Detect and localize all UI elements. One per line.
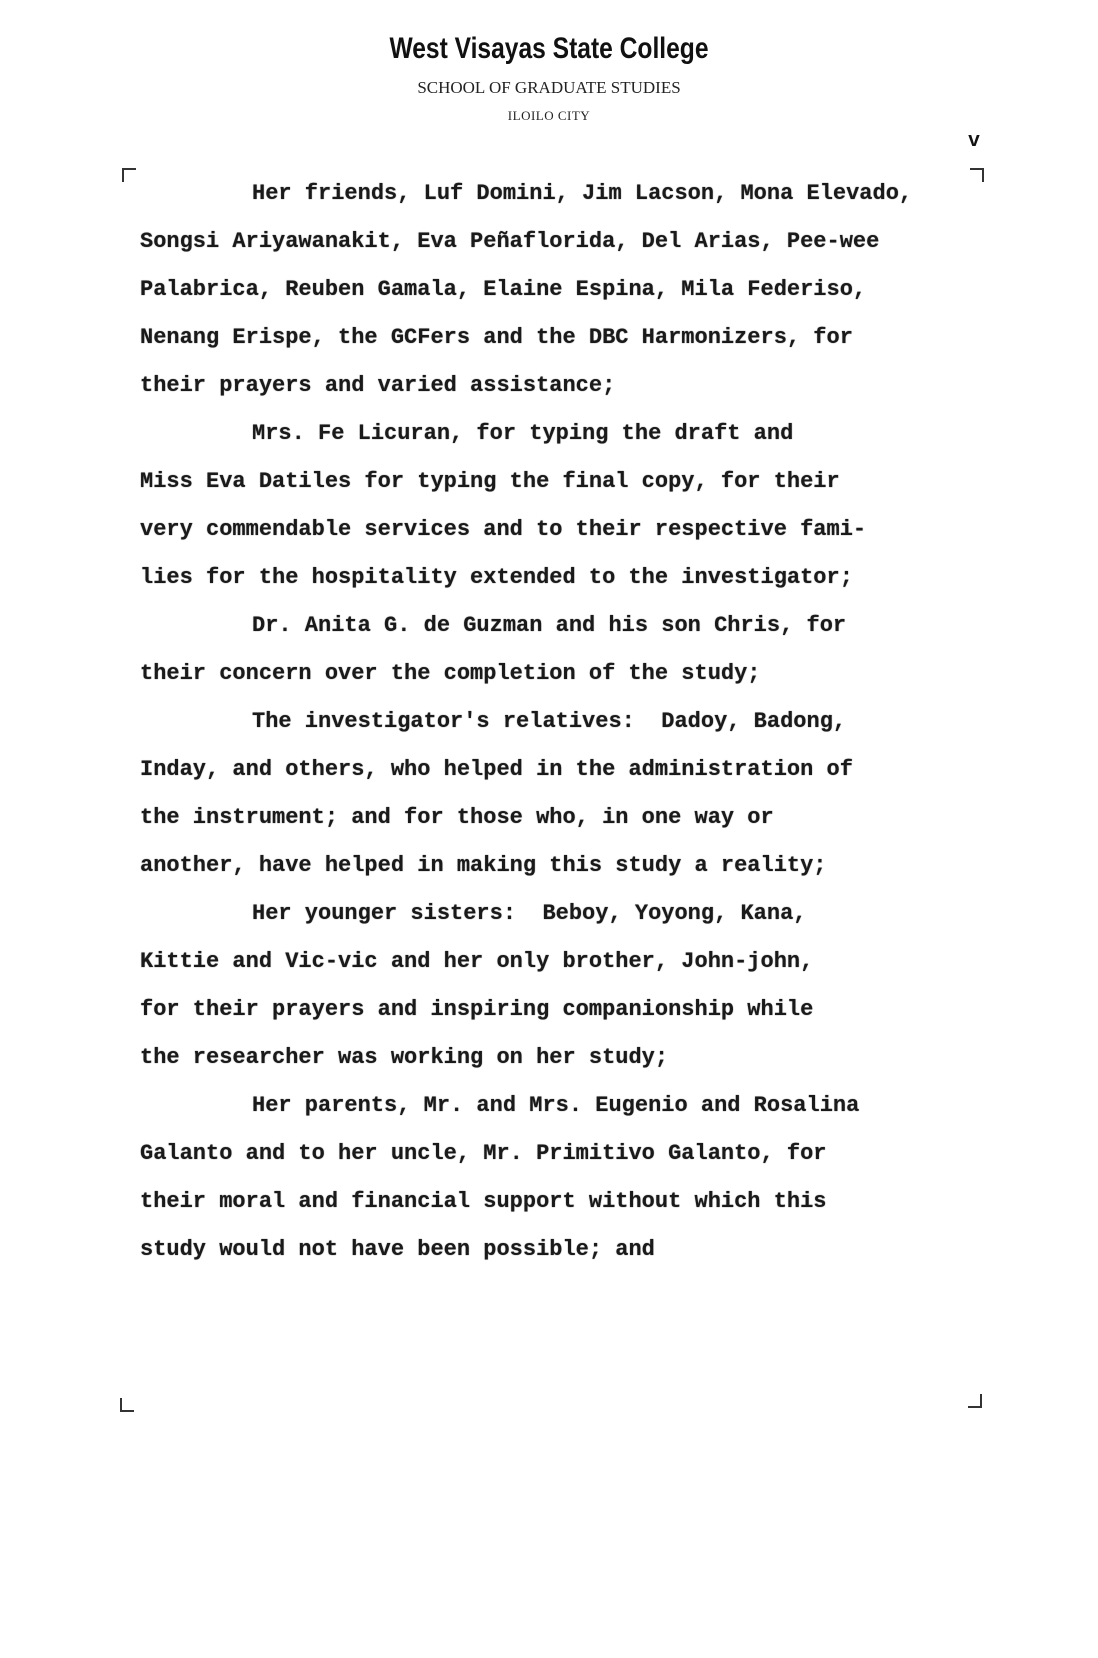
text-line: another, have helped in making this study a reality;: [140, 853, 827, 878]
crop-mark-top-left: [122, 168, 136, 182]
acknowledgment-text: [140, 170, 1000, 1274]
college-name: West Visayas State College: [389, 32, 709, 65]
text-line: lies for the hospitality extended to the investigator;: [140, 565, 853, 590]
text-line: their concern over the completion of the study;: [140, 661, 761, 686]
text-line: Inday, and others, who helped in the administration of: [140, 757, 853, 782]
text-line: Songsi Ariyawanakit, Eva Peñaflorida, Del Arias, Pee-wee: [140, 229, 880, 254]
text-line: Kittie and Vic-vic and her only brother, John-john,: [140, 949, 814, 974]
text-line: their moral and financial support without which this: [140, 1189, 827, 1214]
text-line: their prayers and varied assistance;: [140, 373, 616, 398]
page-number: v: [968, 130, 981, 153]
text-line: Her friends, Luf Domini, Jim Lacson, Mona Elevado,: [252, 181, 913, 206]
text-line: Her parents, Mr. and Mrs. Eugenio and Rosalina: [252, 1093, 860, 1118]
text-line: Nenang Erispe, the GCFers and the DBC Harmonizers, for: [140, 325, 853, 350]
text-line: the instrument; and for those who, in one way or: [140, 805, 774, 830]
text-line: Dr. Anita G. de Guzman and his son Chris, for: [252, 613, 847, 638]
text-line: Galanto and to her uncle, Mr. Primitivo Galanto, for: [140, 1141, 827, 1166]
text-line: Palabrica, Reuben Gamala, Elaine Espina, Mila Federiso,: [140, 277, 867, 302]
text-line: The investigator's relatives: Dadoy, Badong,: [252, 709, 847, 734]
city-name: ILOILO CITY: [507, 108, 591, 123]
text-line: very commendable services and to their respective fami-: [140, 517, 867, 542]
text-line: for their prayers and inspiring companionship while: [140, 997, 814, 1022]
crop-mark-bottom-right: [968, 1394, 982, 1408]
text-line: Miss Eva Datiles for typing the final copy, for their: [140, 469, 840, 494]
school-name: SCHOOL OF GRADUATE STUDIES: [417, 78, 681, 97]
crop-mark-bottom-left: [120, 1398, 134, 1412]
text-line: Mrs. Fe Licuran, for typing the draft and: [252, 421, 794, 446]
text-line: study would not have been possible; and: [140, 1237, 655, 1262]
text-line: the researcher was working on her study;: [140, 1045, 669, 1070]
text-line: Her younger sisters: Beboy, Yoyong, Kana,: [252, 901, 807, 926]
